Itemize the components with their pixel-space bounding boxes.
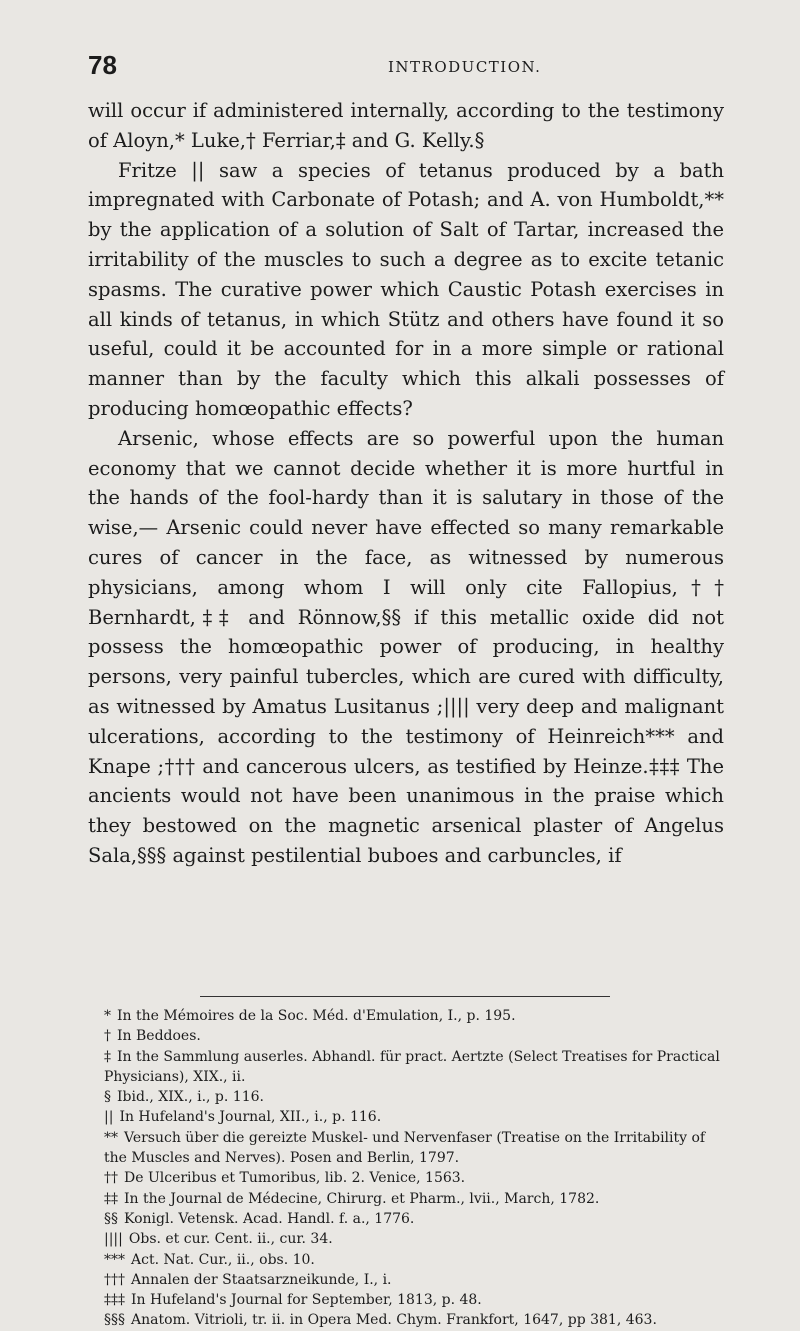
page-number: 78: [88, 50, 117, 80]
footnote: ‡ In the Sammlung auserles. Abhandl. für pract. Aertzte (Select Treatises for Practical Physicians), XIX., ii.: [104, 1048, 720, 1085]
page-header: [88, 50, 728, 90]
footnote: †† De Ulceribus et Tumoribus, lib. 2. Venice, 1563.: [104, 1170, 466, 1187]
footnote: ‡‡ In the Journal de Médecine, Chirurg. et Pharm., lvii., March, 1782.: [104, 1190, 600, 1207]
paragraph-1: will occur if administered internally, according to the testimony of Aloyn,* Luke,† Ferriar,‡ and G. Kelly.§: [88, 99, 724, 152]
footnote: || In Hufeland's Journal, XII., i., p. 116.: [104, 1109, 382, 1126]
footnote: § Ibid., XIX., i., p. 116.: [104, 1089, 264, 1106]
footnote: |||| Obs. et cur. Cent. ii., cur. 34.: [104, 1231, 333, 1248]
footnote: §§ Konigl. Vetensk. Acad. Handl. f. a., 1776.: [104, 1210, 415, 1227]
footnote: ** Versuch über die gereizte Muskel- und Nervenfaser (Treatise on the Irritability of the Muscles and Nerves). Posen and Berlin, 1797.: [104, 1129, 706, 1167]
footnote: ‡‡‡ In Hufeland's Journal for September, 1813, p. 48.: [104, 1292, 482, 1309]
paragraph-3: Arsenic, whose effects are so powerful upon the human economy that we cannot decide whether it is more hurtful in the hands of the fool-hardy than it is salutary in those of the wise,— Arsenic could never have effected so many remarkable cures of cancer in the face, as witnessed by numerous physicians, among whom I will only cite Fallopius,†† Bernhardt,‡‡ and Rönnow,§§ if this metallic oxide did not possess the homœopathic power of producing, in healthy persons, very painful tubercles, which are cured with difficulty, as witnessed by Amatus Lusitanus ;|||| very deep and malignant ulcerations, according to the testimony of Heinreich*** and Knape ;††† and cancerous ulcers, as testified by Heinze.‡‡‡ The ancients would not have been unanimous in the praise which they bestowed on the magnetic arsenical plaster of Angelus Sala,§§§ against pestilential buboes and carbuncles, if: [88, 426, 724, 867]
running-head: INTRODUCTION.: [388, 58, 542, 76]
footnote: ††† Annalen der Staatsarzneikunde, I., i.: [104, 1271, 392, 1288]
footnote: *** Act. Nat. Cur., ii., obs. 10.: [104, 1251, 315, 1268]
paragraph-2: Fritze || saw a species of tetanus produced by a bath impregnated with Carbonate of Potash; and A. von Humboldt,** by the application of a solution of Salt of Tartar, increased the irritability of the muscles to such a degree as to excite tetanic spasms. The curative power which Caustic Potash exercises in all kinds of tetanus, in which Stütz and others have found it so useful, could it be accounted for in a more simple or rational manner than by the faculty which this alkali possesses of producing homœopathic effects?: [88, 158, 724, 420]
footnotes: [104, 1006, 728, 1331]
footnote: * In the Mémoires de la Soc. Méd. d'Emulation, I., p. 195.: [104, 1008, 516, 1024]
footnote-divider: [200, 996, 610, 997]
body-text: [88, 96, 724, 871]
footnote: §§§ Anatom. Vitrioli, tr. ii. in Opera Med. Chym. Frankfort, 1647, pp 381, 463.: [104, 1312, 657, 1329]
footnote: † In Beddoes.: [104, 1028, 201, 1045]
